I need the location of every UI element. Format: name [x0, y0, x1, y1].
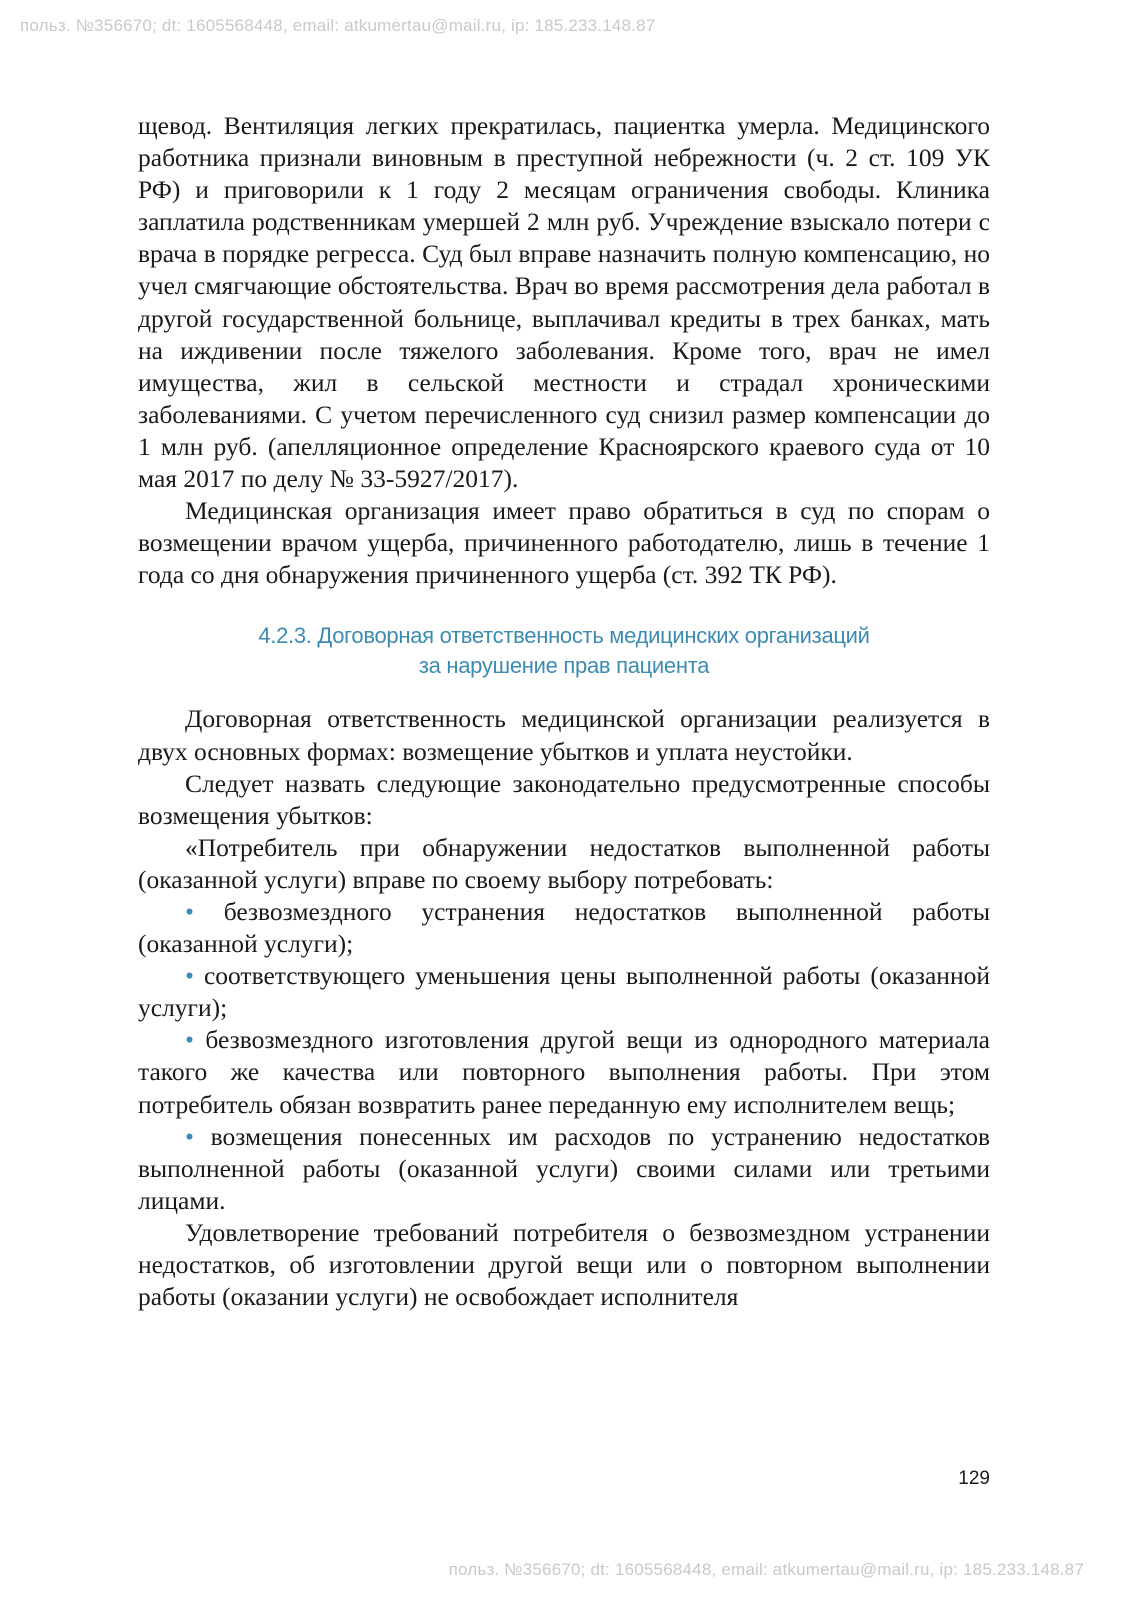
bullet-text: безвозмездного устранения недостатков выполненной работы (оказанной услуги);: [138, 896, 990, 959]
section-heading-line-1: 4.2.3. Договорная ответственность медицинских организаций: [258, 623, 870, 649]
watermark-top: польз. №356670; dt: 1605568448, email: atkumertau@mail.ru, ip: 185.233.148.87: [20, 16, 656, 35]
paragraph: Удовлетворение требований потребителя о безвозмездном устранении недостатков, об изготовлении другой вещи или о повторном выполнении работы (оказании услуги) не освобождает исполнителя: [138, 1217, 990, 1312]
bullet-text: соответствующего уменьшения цены выполненной работы (оказанной услуги);: [138, 961, 990, 1023]
watermark-bottom: польз. №356670; dt: 1605568448, email: atkumertau@mail.ru, ip: 185.233.148.87: [448, 1560, 1084, 1579]
bullet-item: [138, 1121, 990, 1217]
bullet-text: безвозмездного изготовления другой вещи из однородного материала такого же качества или повторного выполнения работы. При этом потребитель обязан возвратить ранее переданную ему исполнителем вещь;: [138, 1025, 990, 1119]
bullet-text: возмещения понесенных им расходов по устранению недостатков выполненной работы (оказанной услуги) своими силами или третьими лицами.: [138, 1121, 991, 1215]
bullet-item: [138, 896, 990, 960]
section-heading-line-2: за нарушение прав пациента: [418, 653, 710, 679]
paragraph: Медицинская организация имеет право обратиться в суд по спорам о возмещении врачом ущерба, причиненного работодателю, лишь в течение 1 года со дня обнаружения причиненного ущерба (ст. 392 ТК РФ).: [138, 496, 990, 590]
bullet-marker-icon: •: [185, 1121, 194, 1151]
page-number: 129: [958, 1468, 990, 1489]
paragraph-continuation: щевод. Вентиляция легких прекратилась, пациентка умерла. Медицинского работника признали виновным в преступной небрежности (ч. 2 ст. 109 УК РФ) и приговорили к 1 году 2 месяцам ограничения свободы. Клиника заплатила родственникам умершей 2 млн руб. Учреждение взыскало потери с врача в порядке регресса. Суд был вправе назначить полную компенсацию, но учел смягчающие обстоятельства. Врач во время рассмотрения дела работал в другой государственной больнице, выплачивал кредиты в трех банках, мать на иждивении после тяжелого заболевания. Кроме того, врач не имел имущества, жил в сельской местности и страдал хроническими заболеваниями. С учетом перечисленного суд снизил размер компенсации до 1 млн руб. (апелляционное определение Красноярского краевого суда от 10 мая 2017 по делу № 33-5927/2017).: [138, 111, 990, 494]
bullet-marker-icon: •: [185, 961, 194, 991]
paragraph: Договорная ответственность медицинской организации реализуется в двух основных формах: возмещение убытков и уплата неустойки.: [138, 704, 990, 766]
section-heading: [138, 621, 990, 681]
bullet-marker-icon: •: [185, 896, 194, 926]
bullet-item: [138, 1024, 990, 1120]
page-body: [138, 110, 990, 1313]
bullet-item: [138, 960, 990, 1024]
bullet-marker-icon: •: [185, 1025, 194, 1055]
paragraph-quote-intro: «Потребитель при обнаружении недостатков выполненной работы (оказанной услуги) вправе по своему выбору потребовать:: [138, 832, 990, 894]
paragraph: Следует назвать следующие законодательно предусмотренные способы возмещения убытков:: [138, 768, 990, 830]
